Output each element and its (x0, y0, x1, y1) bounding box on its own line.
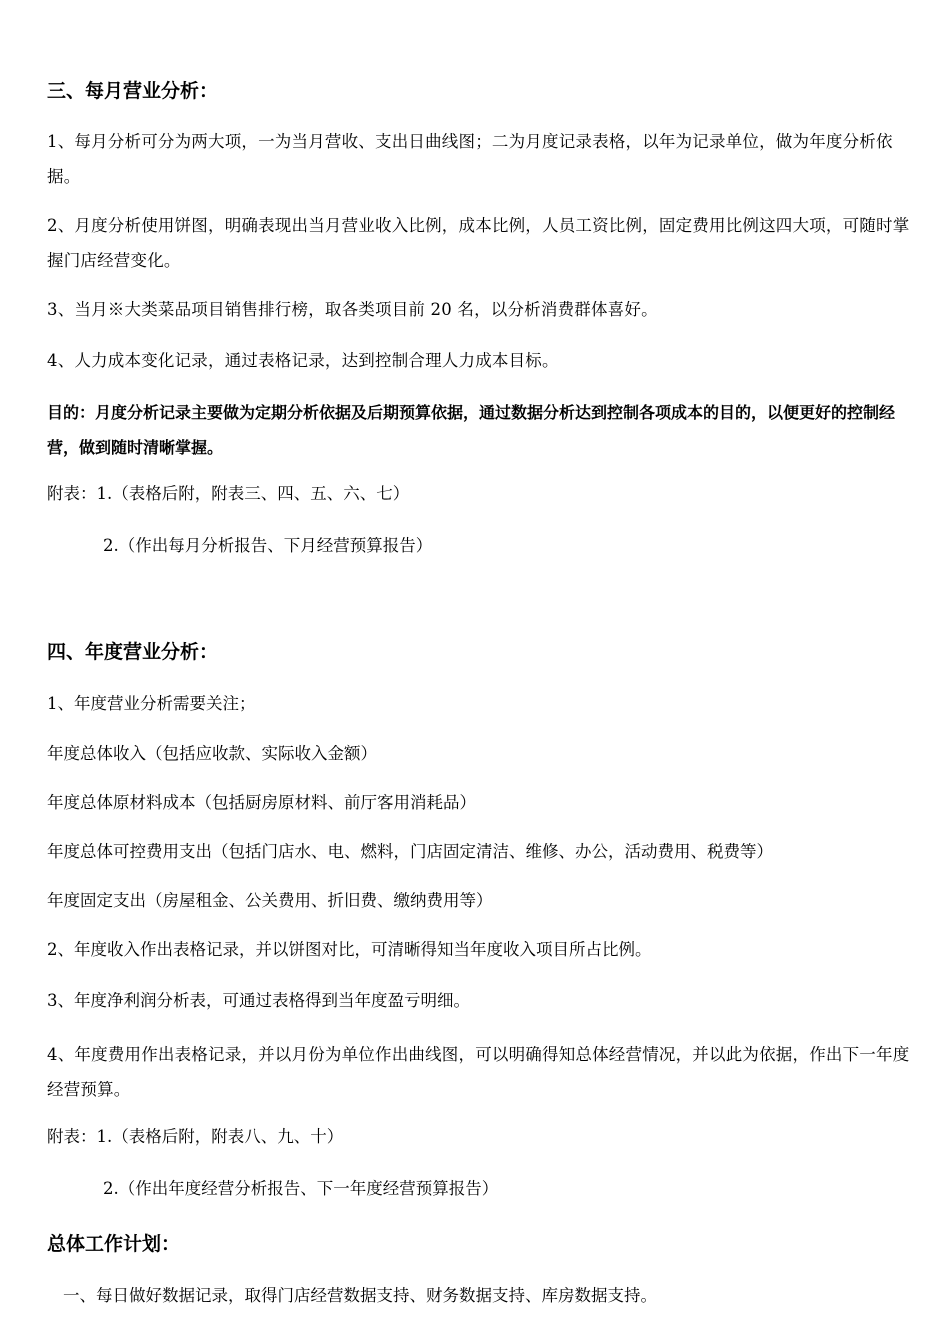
section3-item-3: 3、当月※大类菜品项目销售排行榜，取各类项目前 20 名，以分析消费群体喜好。 (47, 300, 658, 319)
section3-item-1: 1、每月分析可分为两大项，一为当月营收、支出日曲线图；二为月度记录表格，以年为记录单位，做为年度分析依据。 (47, 132, 893, 186)
section4-title: 四、年度营业分析： (47, 641, 219, 663)
section4-sub-item: 年度总体收入（包括应收款、实际收入金额） (47, 744, 377, 763)
section4-item-1: 1、年度营业分析需要关注； (47, 694, 256, 713)
section4-item-4: 4、年度费用作出表格记录，并以月份为单位作出曲线图，可以明确得知总体经营情况，并以此为依据，作出下一年度经营预算。 (47, 1045, 910, 1099)
section4-sub-item: 年度总体原材料成本（包括厨房原材料、前厅客用消耗品） (47, 793, 476, 812)
section4-item-3: 3、年度净利润分析表，可通过表格得到当年度盈亏明细。 (47, 991, 470, 1010)
section4-appendix-2: 2.（作出年度经营分析报告、下一年度经营预算报告） (103, 1179, 499, 1198)
section4-sub-item: 年度固定支出（房屋租金、公关费用、折旧费、缴纳费用等） (47, 891, 493, 910)
section3-item-2: 2、月度分析使用饼图，明确表现出当月营业收入比例，成本比例，人员工资比例，固定费用比例这四大项，可随时掌握门店经营变化。 (47, 216, 910, 270)
section3-purpose: 目的：月度分析记录主要做为定期分析依据及后期预算依据，通过数据分析达到控制各项成本的目的，以便更好的控制经营，做到随时清晰掌握。 (47, 403, 896, 457)
section3-title: 三、每月营业分析： (47, 80, 219, 102)
section3-appendix-1: 附表：1.（表格后附，附表三、四、五、六、七） (47, 484, 410, 503)
section3-appendix-2: 2.（作出每月分析报告、下月经营预算报告） (103, 536, 433, 555)
plan-item-1: 一、每日做好数据记录，取得门店经营数据支持、财务数据支持、库房数据支持。 (63, 1286, 657, 1305)
section4-appendix-1: 附表：1.（表格后附，附表八、九、十） (47, 1127, 344, 1146)
section3-item-4: 4、人力成本变化记录，通过表格记录，达到控制合理人力成本目标。 (47, 351, 559, 370)
section4-item-2: 2、年度收入作出表格记录，并以饼图对比，可清晰得知当年度收入项目所占比例。 (47, 940, 652, 959)
section4-sub-item: 年度总体可控费用支出（包括门店水、电、燃料，门店固定清洁、维修、办公，活动费用、税费等） (47, 842, 773, 861)
plan-title: 总体工作计划： (47, 1233, 181, 1255)
